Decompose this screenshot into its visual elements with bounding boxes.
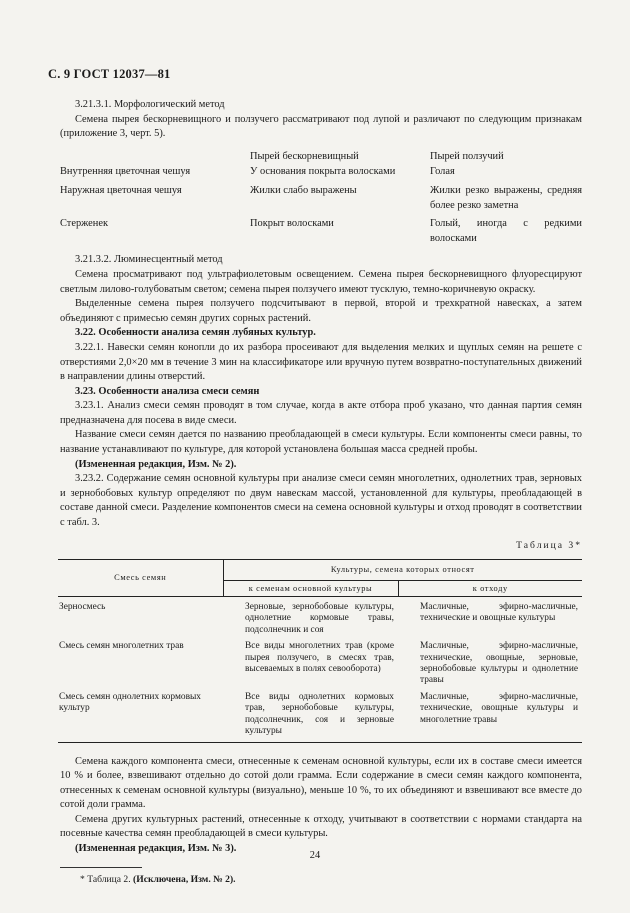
page-number: 24 xyxy=(309,850,321,861)
section-title-3-21-3-1: 3.21.3.1. Морфологический метод xyxy=(75,99,225,110)
section-title-3-22: 3.22. Особенности анализа семян лубяных культур. xyxy=(75,327,316,339)
table-3-cell-mix: Смесь семян однолетних кормовых культур xyxy=(58,690,223,742)
footnote-prefix: * Таблица 2. xyxy=(80,873,134,885)
footnote xyxy=(60,873,582,888)
paragraph-lum-1: Семена просматривают под ультрафиолетовым освещением. Семена пырея бескорневищного флуоресцируют светлым лилово-голубоватым светом; семена пырея ползучего имеют тусклую, темно-коричневую окраску. xyxy=(60,268,582,295)
table-3-cell-mix: Зерносмесь xyxy=(59,602,106,613)
morph-row-1-b: У основания покрыта волосками xyxy=(250,166,396,178)
table-3-cell-main: Все виды многолетних трав (кроме пырея ползучего, в смесях трав, высеваемых в полях севооборота) xyxy=(245,641,394,675)
table-3-caption: Таблица 3* xyxy=(516,539,582,551)
paragraph-after-table-1: Семена каждого компонента смеси, отнесенные к семенам основной культуры, если их в составе смеси имеется 10 % и более, взвешивают отдельно до сотой доли грамма. Если содержание в смеси семян каждого компонента, отнесенных к семенам основной культуры (визуально), меньше 10 %, то их объединяют и взвешивают все вместе до сотой доли грамма. xyxy=(60,755,582,811)
edit-note-2: (Измененная редакция, Изм. № 2). xyxy=(75,458,237,470)
table-3 xyxy=(58,559,582,742)
table-3-cell-main: Зерновые, зернобобовые культуры, однолетние кормовые травы, подсолнечник и соя xyxy=(245,602,394,635)
paragraph-mix-name: Название смеси семян дается по названию преобладающей в смеси культуры. Если компоненты смеси равны, то название устанавливают по культуре, для которой установлена большая масса средней пробы. xyxy=(60,429,582,456)
table-3-cell-waste: Масличные, эфирно-масличные, технические, овощные культуры и многолетние травы xyxy=(398,690,582,742)
table-3-cell-main: Все виды однолетних кормовых трав, зернобобовые культуры, подсолнечник, соя и зерновые культуры xyxy=(223,690,398,742)
table-row xyxy=(58,690,582,742)
paragraph-3-23-1: 3.23.1. Анализ смеси семян проводят в том случае, когда в акте отбора проб указано, что данная партия семян предназначена для посева в виде смеси. xyxy=(60,400,582,426)
footnote-divider xyxy=(60,867,142,868)
section-title-3-21-3-2: 3.21.3.2. Люминесцентный метод xyxy=(75,254,223,266)
morph-col-header-c: Пырей ползучий xyxy=(430,150,504,162)
table-3-header-mix: Смесь семян xyxy=(58,560,223,597)
morph-row-3-c: Голый, иногда с редкими волосками xyxy=(430,218,582,244)
morph-feature-table xyxy=(60,150,582,247)
morph-row-1-label: Внутренняя цветочная чешуя xyxy=(60,166,191,178)
table-3-cell-mix: Смесь семян многолетних трав xyxy=(59,641,184,652)
paragraph-after-table-2: Семена других культурных растений, отнесенные к отходу, учитывают в соответствии с нормами стандарта на посевные качества семян преобладающей в смеси культуры. xyxy=(60,813,582,840)
table-3-header-waste: к отходу xyxy=(398,580,582,596)
table-3-header-main: к семенам основной культуры xyxy=(223,580,398,596)
page-content xyxy=(60,98,582,887)
section-title-3-23: 3.23. Особенности анализа смеси семян xyxy=(75,385,260,397)
morph-row-2-b: Жилки слабо выражены xyxy=(250,184,357,196)
paragraph-3-22-1: 3.22.1. Навески семян конопли до их разбора просеивают для выделения мелких и щуплых семян на решете с отверстиями 2,0×20 мм в течение 3 мин на классификаторе или вручную путем возвратно-поступательных движений в направлении длины отверстий. xyxy=(60,341,582,383)
paragraph-morph-intro: Семена пырея бескорневищного и ползучего рассматривают под лупой и различают по следующим признакам (приложение 3, черт. 5). xyxy=(60,113,582,140)
morph-row-2-c: Жилки резко выражены, средняя более резко заметна xyxy=(430,184,582,211)
morph-row-3-b: Покрыт волосками xyxy=(250,218,334,230)
paragraph-3-23-2: 3.23.2. Содержание семян основной культуры при анализе смеси семян многолетних, однолетних трав, зерновых и зернобобовых культур определяют по двум навескам массой, установленной для культуры, преобладающей в составе данной смеси. Разделение компонентов смеси на семена основной культуры и отход проводят в соответствии с табл. 3. xyxy=(60,473,582,529)
morph-row-3-label: Стерженек xyxy=(60,218,109,230)
table-3-cell-waste: Масличные, эфирно-масличные, технические, овощные, зерновые, зернобобовые культуры и однолетние травы xyxy=(420,641,578,686)
table-row xyxy=(58,639,582,690)
page-header: С. 9 ГОСТ 12037—81 xyxy=(48,67,171,81)
footnote-note: (Исключена, Изм. № 2). xyxy=(133,873,236,885)
table-3-header-group: Культуры, семена которых относят xyxy=(223,560,582,580)
morph-row-1-c: Голая xyxy=(430,166,455,178)
table-row xyxy=(58,597,582,640)
edit-note-3: (Измененная редакция, Изм. № 3). xyxy=(75,843,237,855)
table-3-cell-waste: Масличные, эфирно-масличные, технические и овощные культуры xyxy=(420,602,578,624)
morph-row-2-label: Наружная цветочная чешуя xyxy=(60,184,182,196)
morph-col-header-b: Пырей бескорневищный xyxy=(250,150,359,162)
paragraph-lum-2: Выделенные семена пырея ползучего подсчитывают в первой, второй и трехкратной навесках, а затем объединяют с примесью семян других сорных растений. xyxy=(60,298,582,324)
